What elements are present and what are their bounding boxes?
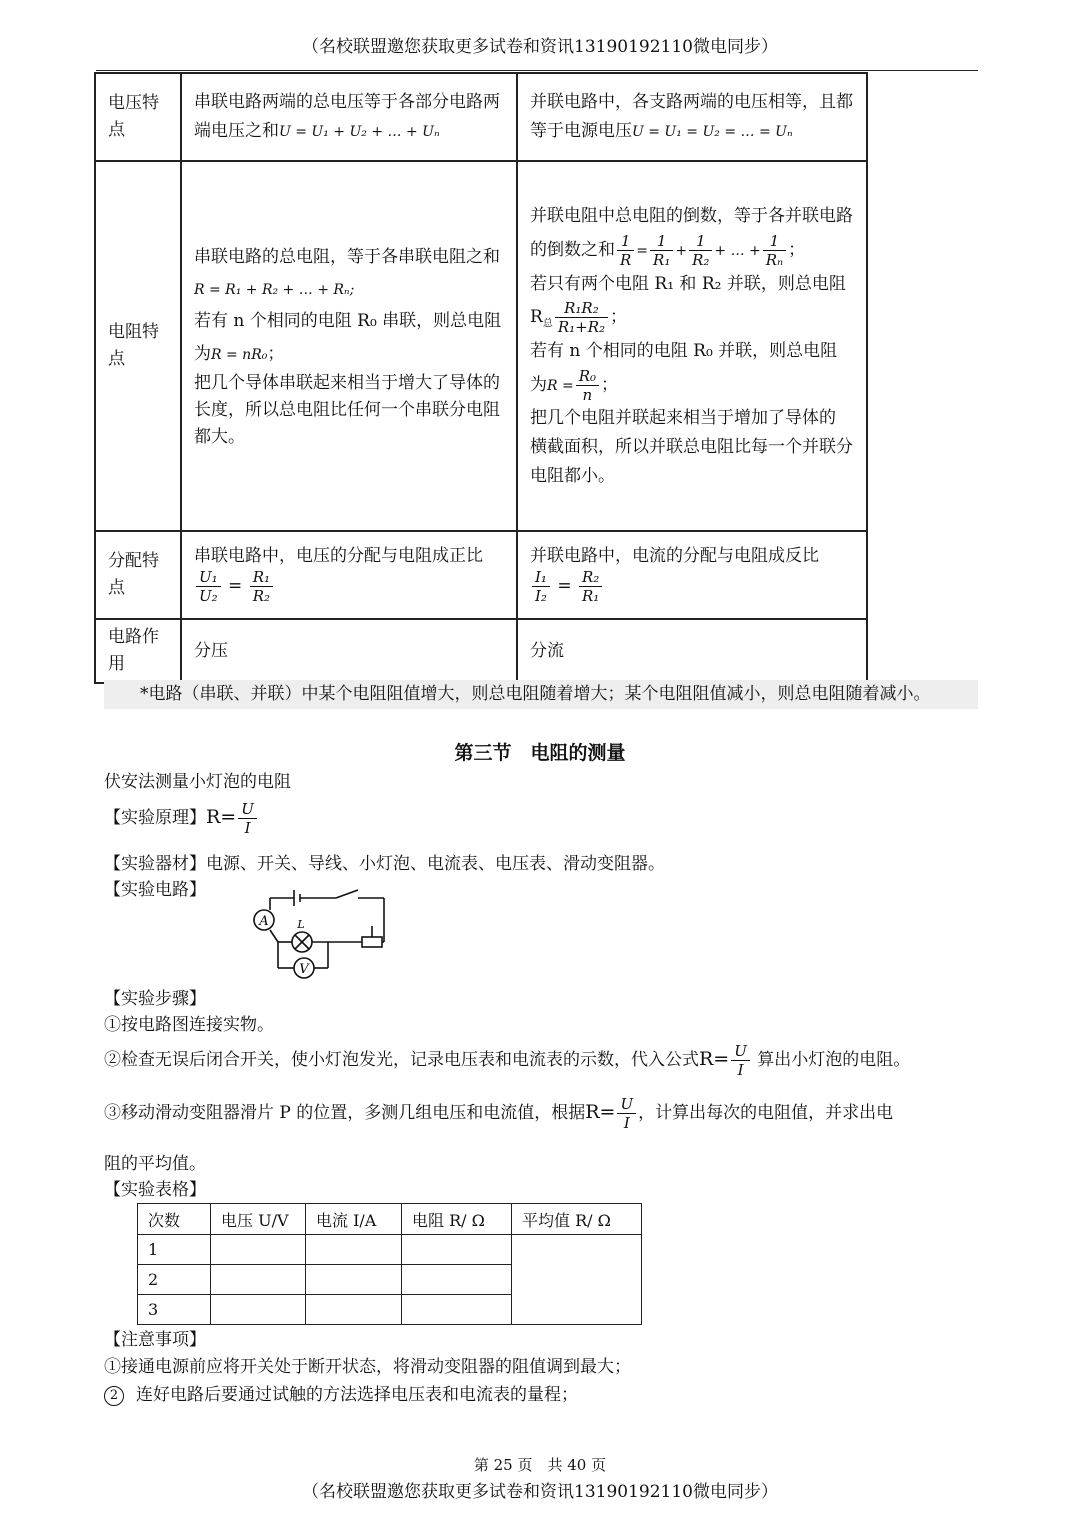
exp-cell-average: [512, 1235, 642, 1325]
frac-r0-over-n: $\frac{\text{R₀}}{n}$: [576, 367, 599, 404]
exp-table-label: 【实验表格】: [104, 1180, 206, 1200]
exp-header-resistance: 电阻 R/ Ω: [402, 1204, 512, 1235]
distribution-parallel-cell: [517, 531, 867, 619]
parallel-eq-sign: =: [636, 242, 649, 259]
resistance-series-para1: [194, 241, 504, 306]
row-label-distribution: 分配特点: [95, 531, 181, 619]
step-2-lhs: R=: [699, 1048, 730, 1070]
method-line: 伏安法测量小灯泡的电阻: [104, 772, 291, 792]
circuit-label: 【实验电路】: [104, 880, 206, 900]
page-footer: （名校联盟邀您获取更多试卷和资讯13190192110微电同步）: [302, 1482, 778, 1502]
resistance-series-formula1: R = R₁ + R₂ + … + Rₙ;: [194, 281, 355, 298]
resistance-parallel-text1: 并联电阻中总电阻的倒数，等于各并联电路的倒数之和: [530, 206, 853, 260]
voltage-parallel-cell: [517, 73, 867, 161]
parallel-semicolon2: ；: [610, 307, 627, 328]
frac-one-over-r1: $\frac{1}{\text{R₁}}$: [650, 232, 673, 269]
resistance-parallel-para3: [530, 336, 854, 404]
exp-cell-current: [306, 1235, 402, 1265]
resistance-parallel-text3: 若有 n 个相同的电阻 R₀ 并联，则总电阻为: [530, 341, 838, 396]
r-total-subscript: 总: [542, 318, 553, 330]
distribution-series-text: 串联电路中，电压的分配与电阻成正比: [194, 545, 483, 566]
step-3-continued: 阻的平均值。: [104, 1154, 206, 1174]
resistance-parallel-cell: [517, 161, 867, 531]
steps-label: 【实验步骤】: [104, 989, 206, 1009]
r-eq-lhs: R =: [547, 378, 574, 395]
equipment-label: 【实验器材】: [104, 854, 206, 874]
frac-r1-over-r2: $\frac{\text{R₁}}{\text{R₂}}$: [250, 568, 273, 605]
exp-row-index: 2: [138, 1265, 211, 1295]
resistance-series-para3: 把几个导体串联起来相当于增大了导体的长度，所以总电阻比任何一个串联分电阻都大。: [194, 372, 500, 448]
page-header: （名校联盟邀您获取更多试卷和资讯13190192110微电同步）: [302, 37, 778, 57]
principle-fraction: $\frac{U}{I}$: [238, 800, 257, 837]
distribution-parallel-text: 并联电路中，电流的分配与电阻成反比: [530, 545, 819, 566]
voltage-series-formula: U = U₁ + U₂ + … + Uₙ: [279, 124, 440, 140]
exp-header-voltage: 电压 U/V: [211, 1204, 306, 1235]
voltage-series-text: 串联电路两端的总电压等于各部分电路两端电压之和: [194, 92, 500, 141]
resistance-series-text1: 串联电路的总电阻，等于各串联电阻之和: [194, 246, 500, 267]
equipment-text: 电源、开关、导线、小灯泡、电流表、电压表、滑动变阻器。: [206, 854, 665, 874]
frac-product-over-sum: $\frac{\text{R₁R₂}}{\text{R₁+R₂}}$: [555, 299, 608, 336]
exp-row-index: 3: [138, 1295, 211, 1325]
resistance-series-para2: [194, 305, 504, 370]
parallel-plus-sign: +: [675, 242, 688, 259]
distribution-series-cell: [181, 531, 517, 619]
notes-label: 【注意事项】: [104, 1330, 206, 1350]
voltage-parallel-text: 并联电路中，各支路两端的电压相等，且都等于电源电压: [530, 92, 853, 141]
frac-u1-over-u2: $\frac{\text{U₁}}{\text{U₂}}$: [196, 568, 221, 605]
table-row: [138, 1235, 642, 1265]
step-2: [104, 1042, 910, 1079]
circuit-comparison-table: [94, 72, 868, 684]
distribution-series-formula: $\frac{\text{U₁}}{\text{U₂}}$ = $\frac{\text{R₁}}{\text{R₂}}$: [194, 568, 504, 605]
resistance-series-semicolon: ；: [267, 343, 285, 364]
exp-cell-resistance: [402, 1265, 512, 1295]
frac-r2-over-r1: $\frac{\text{R₂}}{\text{R₁}}$: [579, 568, 602, 605]
frac-one-over-r2: $\frac{1}{\text{R₂}}$: [689, 232, 712, 269]
step-2-fraction: $\frac{U}{I}$: [731, 1042, 750, 1079]
principle-lhs: R=: [206, 806, 237, 828]
header-divider: [96, 70, 978, 71]
voltmeter-label: V: [299, 962, 309, 977]
resistance-parallel-two-formula: [530, 299, 854, 336]
page-number: 第 25 页 共 40 页: [473, 1456, 607, 1474]
resistance-series-cell: [181, 161, 517, 531]
resistance-series-text2: 若有 n 个相同的电阻 R₀ 串联，则总电阻为: [194, 311, 502, 364]
step-2-post: 算出小灯泡的电阻。: [757, 1050, 911, 1070]
frac-one-over-r: $\frac{1}{R}$: [617, 232, 634, 269]
step-3-post: ，计算出每次的电阻值，并求出电: [638, 1103, 894, 1123]
step-2-pre: ②检查无误后闭合开关，使小灯泡发光，记录电压表和电流表的示数，代入公式: [104, 1050, 699, 1070]
table-row-resistance: [95, 161, 867, 531]
table-row-function: [95, 619, 867, 683]
exp-cell-voltage: [211, 1295, 306, 1325]
circuit-diagram: [244, 886, 394, 982]
principle-label: 【实验原理】: [104, 808, 206, 828]
principle-line: [104, 800, 259, 837]
step-3-lhs: R=: [585, 1101, 616, 1123]
switch-lever: [336, 890, 358, 898]
notes-item-2: [104, 1383, 578, 1409]
frac-one-over-rn: $\frac{1}{\text{Rₙ}}$: [763, 232, 786, 269]
note-paragraph: [104, 680, 978, 709]
resistance-series-formula2: R = nR₀: [211, 346, 268, 363]
parallel-semicolon1: ；: [788, 239, 806, 260]
step-3-pre: ③移动滑动变阻器滑片 P 的位置，多测几组电压和电流值，根据: [104, 1103, 586, 1123]
parallel-ellipsis-plus: + … +: [714, 242, 761, 259]
resistance-parallel-text2: 若只有两个电阻 R₁ 和 R₂ 并联，则总电阻: [530, 273, 846, 294]
notes-item-2-text: 连好电路后要通过试触的方法选择电压表和电流表的量程；: [136, 1385, 578, 1405]
table-row-voltage: [95, 73, 867, 161]
row-label-voltage: 电压特点: [95, 73, 181, 161]
voltage-series-cell: [181, 73, 517, 161]
function-series-cell: 分压: [181, 619, 517, 683]
exp-cell-current: [306, 1265, 402, 1295]
parallel-semicolon3: ；: [601, 375, 619, 396]
function-parallel-cell: 分流: [517, 619, 867, 683]
wire-left-lower: [270, 930, 278, 942]
exp-header-count: 次数: [138, 1204, 211, 1235]
table-row-distribution: [95, 531, 867, 619]
exp-cell-resistance: [402, 1235, 512, 1265]
note-text: *电路（串联、并联）中某个电阻阻值增大，则总电阻随着增大；某个电阻阻值减小，则总电阻随着减小。: [140, 684, 931, 704]
frac-i1-over-i2: $\frac{\text{I₁}}{\text{I₂}}$: [532, 568, 550, 605]
notes-item-1: ①接通电源前应将开关处于断开状态，将滑动变阻器的阻值调到最大；: [104, 1357, 631, 1377]
circled-number: 2: [104, 1386, 124, 1406]
section-title: 第三节 电阻的测量: [454, 742, 626, 764]
distribution-parallel-formula: $\frac{\text{I₁}}{\text{I₂}}$ = $\frac{\text{R₂}}{\text{R₁}}$: [530, 568, 854, 605]
exp-header-current: 电流 I/A: [306, 1204, 402, 1235]
row-label-resistance: 电阻特点: [95, 161, 181, 531]
lamp-mark: L: [297, 918, 305, 931]
ammeter-label: A: [259, 914, 269, 929]
resistance-parallel-para1: [530, 201, 854, 269]
r-total-symbol: R: [530, 307, 543, 328]
exp-cell-voltage: [211, 1265, 306, 1295]
exp-cell-voltage: [211, 1235, 306, 1265]
rheostat-body: [362, 937, 382, 947]
resistance-parallel-para2: [530, 269, 854, 300]
voltage-parallel-formula: U = U₁ = U₂ = … = Uₙ: [632, 124, 793, 140]
exp-cell-current: [306, 1295, 402, 1325]
exp-cell-resistance: [402, 1295, 512, 1325]
experiment-table: [137, 1203, 642, 1325]
row-label-function: 电路作用: [95, 619, 181, 683]
exp-header-average: 平均值 R/ Ω: [512, 1204, 642, 1235]
step-3: [104, 1095, 893, 1132]
exp-table-header-row: [138, 1204, 642, 1235]
resistance-parallel-para4: 把几个电阻并联起来相当于增加了导体的 横截面积，所以并联总电阻比每一个并联分电阻都小。: [530, 408, 853, 486]
exp-row-index: 1: [138, 1235, 211, 1265]
step-3-fraction: $\frac{U}{I}$: [617, 1095, 636, 1132]
equipment-line: [104, 852, 665, 878]
step-1: ①按电路图连接实物。: [104, 1015, 274, 1035]
